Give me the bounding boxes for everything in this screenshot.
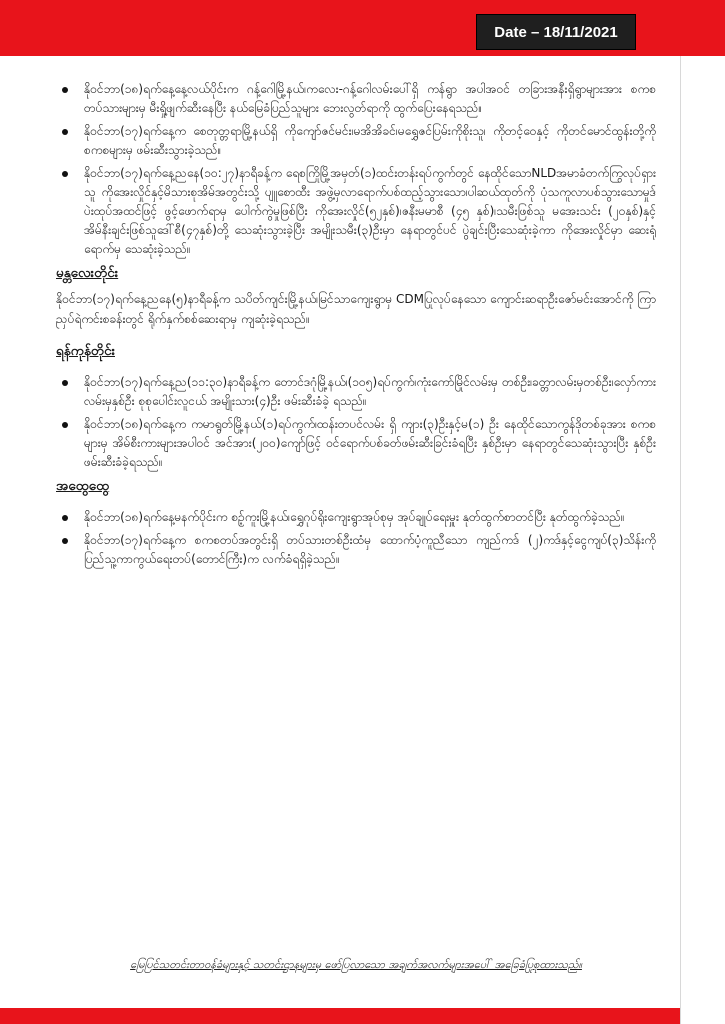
list-item-text: နိုဝင်ဘာ(၁၇)ရက်နေ့ည(၁၁:၃၀)နာရီခန့်က တောင်ဒဂုံမြို့နယ်၊(၁၀၅)ရပ်ကွက်၊ကုံးကော်မြိုင်လမ်းမှ တစ်ဦး၊ခတ္တာလမ်းမှတစ်ဦး၊လှော်ကားလမ်းမှနှစ်ဦး စုစုပေါင်းလူငယ် အမျိုးသား(၄)ဦး ဖမ်းဆီးခံခဲ့ ရသည်။	[84, 375, 656, 408]
bullet-icon	[62, 422, 68, 428]
intro-list	[56, 80, 656, 259]
list-item	[56, 80, 656, 118]
list-item-text: နိုဝင်ဘာ(၁၇)ရက်နေ့က စေတုတ္တရာမြို့နယ်ရှိ ကိုကျော်ဇင်မင်း၊မအိအိခင်၊မရွှေဇင်ပြမ်းကိုစိုးသူ၊ ကိုတင့်ဝေနှင့် ကိုတင်မောင်ထွန်းတို့ကို စကစများမှ ဖမ်းဆီးသွားခဲ့သည်။	[84, 124, 656, 157]
bullet-icon	[62, 515, 68, 521]
list-item	[56, 415, 656, 472]
section-heading-yangon: ရန်ကုန်တိုင်း	[56, 343, 115, 359]
list-item	[56, 531, 656, 569]
bullet-icon	[62, 380, 68, 386]
list-item	[56, 164, 656, 259]
bullet-icon	[62, 129, 68, 135]
page-edge	[680, 56, 725, 1024]
bullet-icon	[62, 171, 68, 177]
bullet-icon	[62, 87, 68, 93]
footer-bar	[0, 1008, 680, 1024]
date-label: Date – 18/11/2021	[476, 14, 636, 50]
report-body	[56, 80, 656, 573]
list-item-text: နိုဝင်ဘာ(၁၇)ရက်နေ့က စကစတပ်အတွင်းရှိ တပ်သားတစ်ဦးထံမှ ထောက်ပံ့ကူညီသော ကျည်ကဒ် (၂)ကဒ်နှင့်ငွေကျပ်(၃)သိန်းကို ပြည်သူ့ကာကွယ်ရေးတပ်(တောင်ကြီး)က လက်ခံရရှိခဲ့သည်။	[84, 533, 656, 566]
list-item	[56, 373, 656, 411]
list-item	[56, 122, 656, 160]
general-list	[56, 508, 656, 569]
list-item-text: နိုဝင်ဘာ(၁၈)ရက်နေ့နေ့လယ်ပိုင်းက ဂန့်ဂေါမြို့နယ်၊ကလေး-ဂန့်ဂေါလမ်းပေါ်ရှိ ကန်ရွာ အပါအဝင် တခြားအနီးရှိရွာများအား စကစတပ်သားများမှ မီးရှို့ဖျက်ဆီးနေပြီး နယ်မြေခံပြည်သူများ ဘေးလွတ်ရာကို ထွက်ပြေးနေရသည်။	[84, 82, 656, 115]
section-heading-mandalay: မန္တလေးတိုင်း	[56, 265, 119, 281]
list-item-text: နိုဝင်ဘာ(၁၇)ရက်နေ့ညနေ(၁၀:၂၇)နာရီခန့်က ရေစကြိုမြို့အမှတ်(၁)ထင်းတန်းရပ်ကွက်တွင် နေထိုင်သောNLDအမာခံတက်ကြွလုပ်ရှားသူ ကိုအေးလှိုင်နှင့်မိသားစုအိမ်အတွင်းသို့ ပျူစောထီး အဖွဲ့မှလာရောက်ပစ်ထည့်သွားသော၊ပါဆယ်ထုတ်ကို ပုံသကူလာပစ်သွားသောမှုဒ်ပဲးထုပ်အထင်ဖြင့် ဖွင့်ဖောက်ရာမှ ပေါက်ကွဲမှုဖြစ်ပြီး ကိုအေးလှိုင်(၅၂နှစ်)၊ဇနီးမမာစီ (၄၅ နှစ်)၊သမီးဖြစ်သူ မအေးသင်း (၂၀နှစ်)နှင့်အိမ်နီးချင်းဖြစ်သူဒေါ်စီ(၄၇နှစ်)တို့ သေဆုံးသွားခဲ့ပြီး အမျိုးသမီး(၃)ဦးမှာ နေရာတွင်ပင် ပွဲချင်းပြီးသေဆုံးခဲ့ကာ ကိုအေးလှိုင်မှာ ဆေးရုံရောက်မှ သေဆုံးခဲ့သည်။	[84, 166, 656, 256]
list-item	[56, 508, 656, 527]
source-note: မြေပြင်သတင်းတာဝန်ခံများနှင့် သတင်းဌာနများမှ ဖော်ပြလာသော အချက်အလက်များအပေါ် အခြေခံပြုစုထားသည်။	[130, 958, 582, 971]
section-paragraph-mandalay: နိုဝင်ဘာ(၁၇)ရက်နေ့ညနေ(၅)နာရီခန့်က သပိတ်ကျင်းမြို့နယ်၊မြင်သာကျေးရွာမှ CDMပြုလုပ်နေသော ကျောင်းဆရာဦးဇော်မင်းအောင်ကို ကြာညှပ်ရဲကင်းစခန်းတွင် ရိုက်နှက်စစ်ဆေးရာမှ ကျဆုံးခဲ့ရသည်။	[56, 292, 656, 326]
yangon-list	[56, 373, 656, 472]
list-item-text: နိုဝင်ဘာ(၁၈)ရက်နေ့မနက်ပိုင်းက စဉ့်ကူးမြို့နယ်၊ရွှေဂုပ်ရိုးကျေးရွာအုပ်စုမှ အုပ်ချုပ်ရေးမှူး နုတ်ထွက်စာတင်ပြီး နုတ်ထွက်ခဲ့သည်။	[84, 510, 625, 524]
section-heading-general: အထွေထွေ	[56, 478, 110, 494]
list-item-text: နိုဝင်ဘာ(၁၈)ရက်နေ့က ကမာရွတ်မြို့နယ်(၁)ရပ်ကွက်၊ထန်းတပင်လမ်း ရှိ ကျား(၃)ဦးနှင့်မ(၁) ဦး နေထိုင်သောကွန်ဒိုတစ်ခုအား စကစများမှ အိမ်စီးကားများအပါဝင် အင်အား(၂၀၀)ကျော်ဖြင့် ဝင်ရောက်ပစ်ခတ်ဖမ်းဆီးခြင်းခံရပြီး နှစ်ဦးမှာ နေရာတွင်သေဆုံးသွားပြီး နှစ်ဦးဖမ်းဆီးခံခဲ့ရသည်။	[84, 417, 656, 469]
bullet-icon	[62, 538, 68, 544]
